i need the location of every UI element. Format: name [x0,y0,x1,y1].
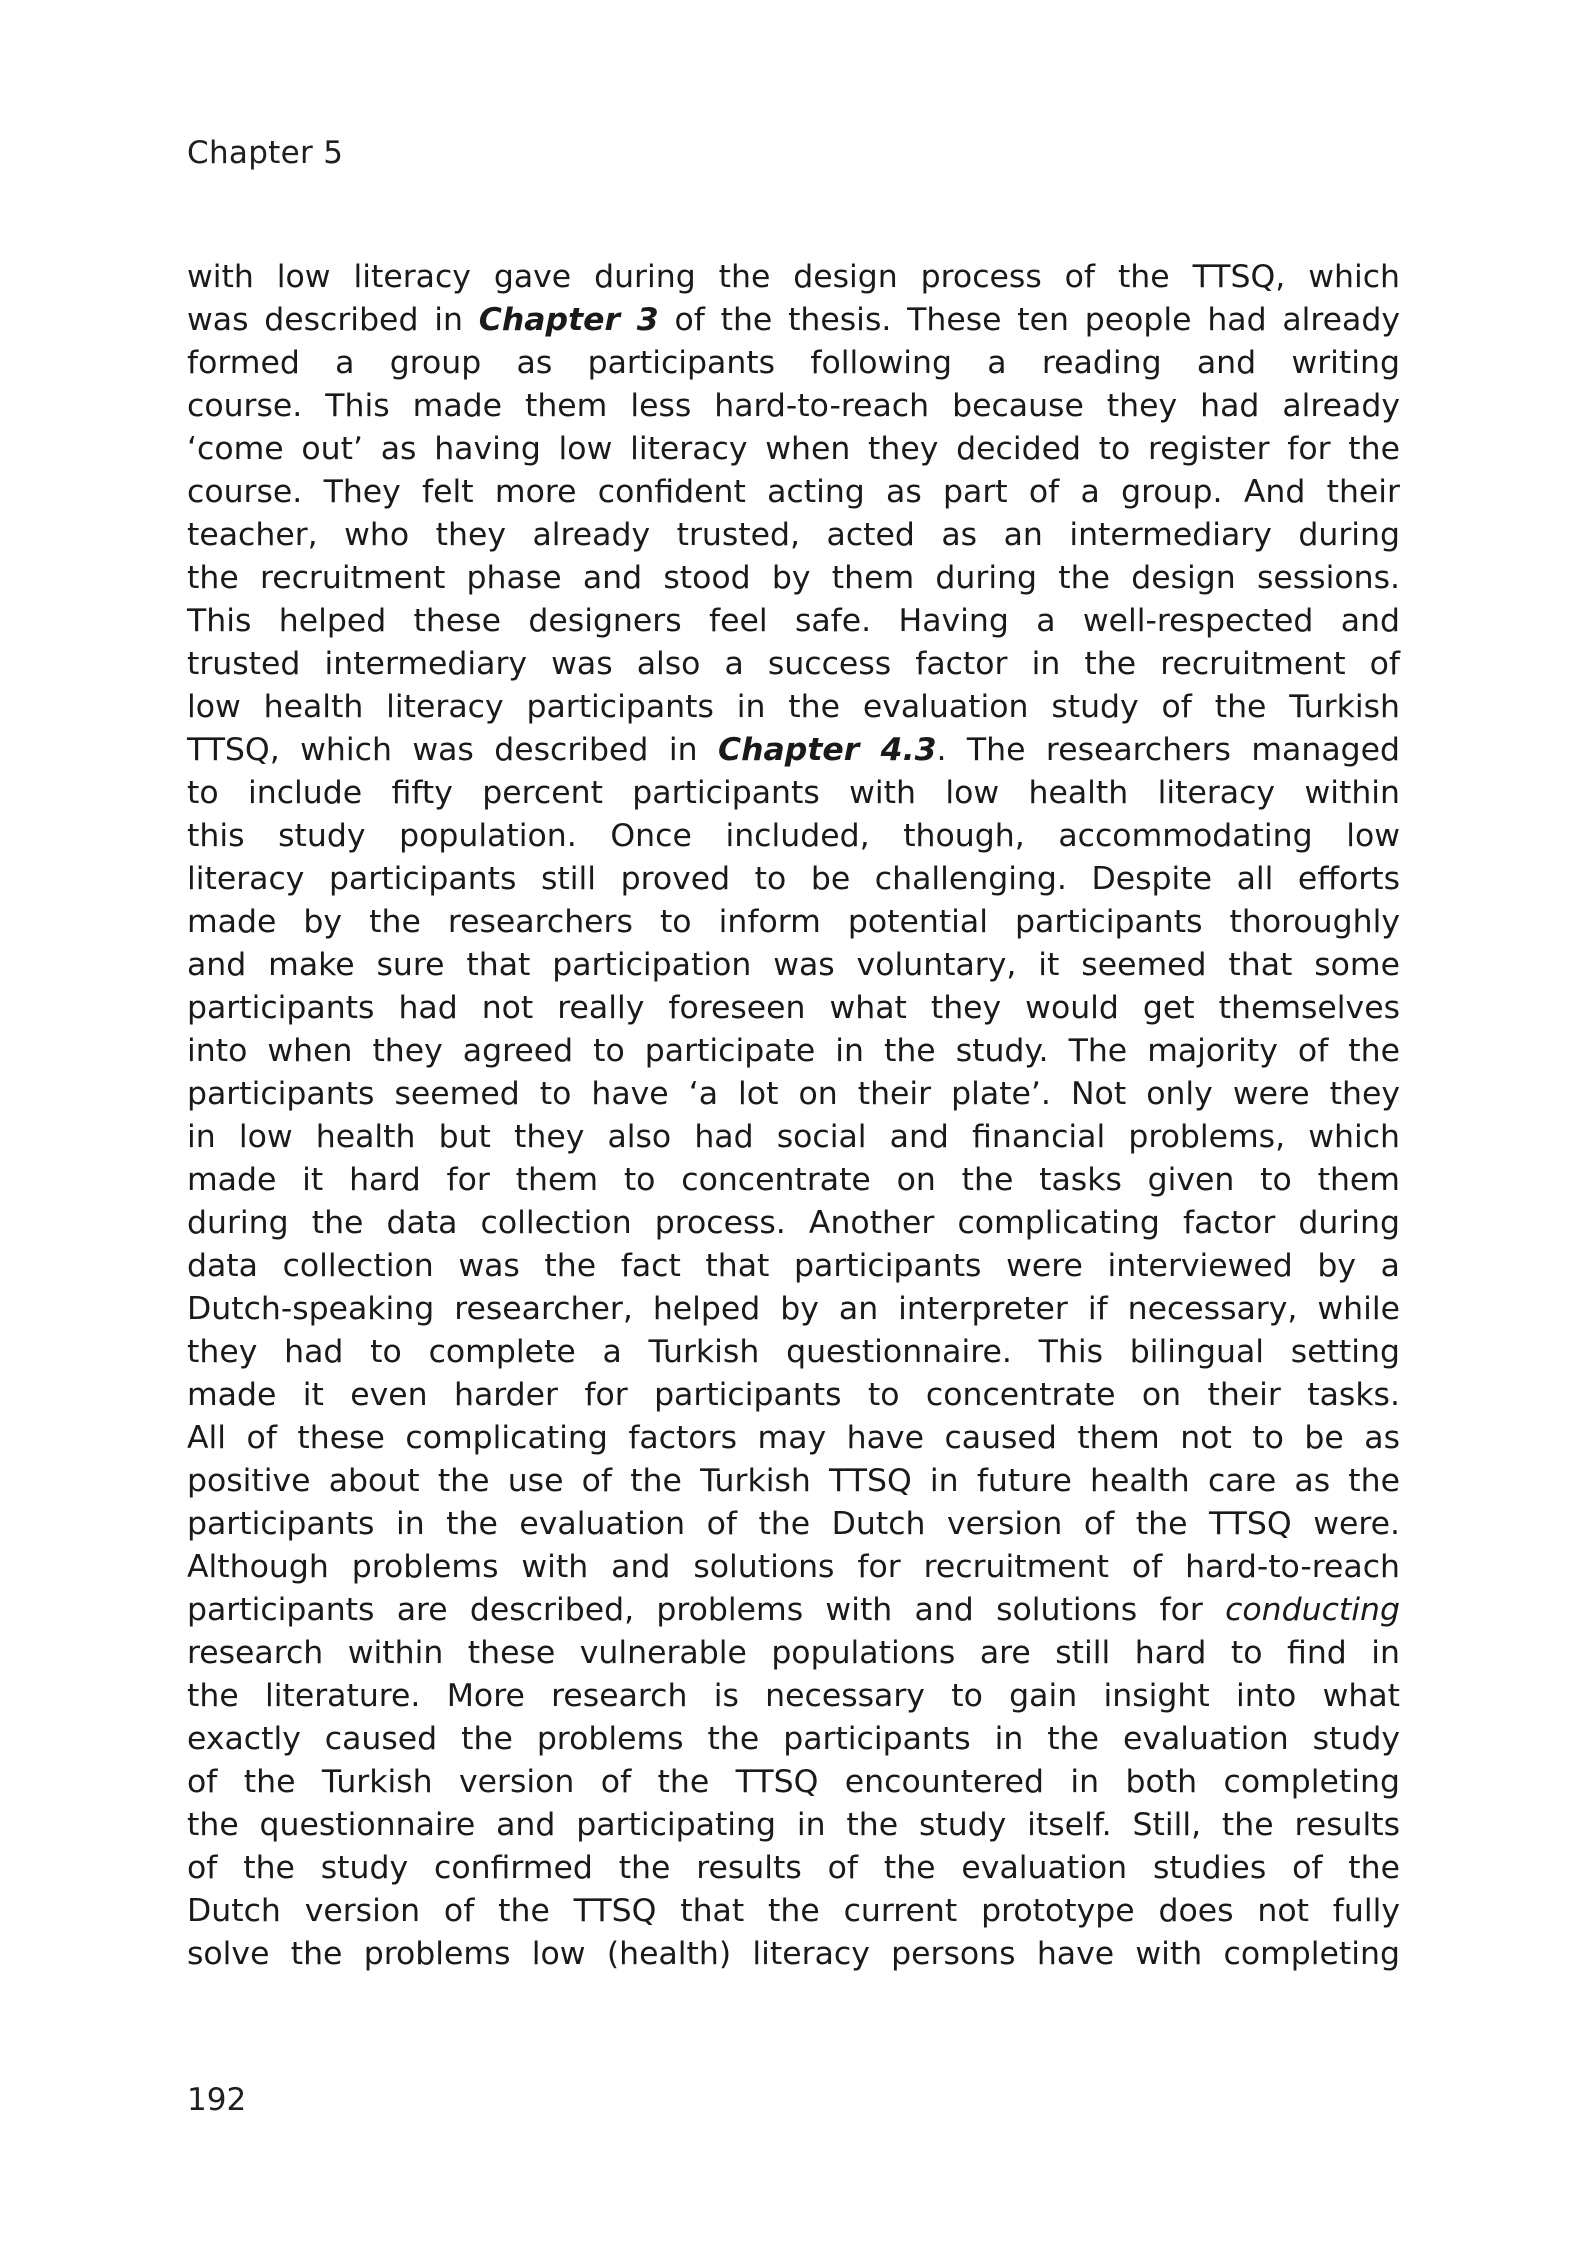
text-run: formed a group as participants following a reading and writing [187,345,1400,381]
text-line [187,1460,1400,1503]
text-run: the literature. More research is necessary to gain insight into what [187,1678,1400,1714]
text-line [187,428,1400,471]
text-run: was described in [187,302,479,338]
text-line [187,987,1400,1030]
text-run: they had to complete a Turkish questionnaire. This bilingual setting [187,1334,1400,1370]
text-run: participants had not really foreseen what they would get themselves [187,990,1400,1026]
text-run: the recruitment phase and stood by them during the design sessions. [187,560,1400,596]
text-run: of the thesis. These ten people had already [658,302,1400,338]
text-run: participants seemed to have ‘a lot on their plate’. Not only were they [187,1076,1400,1112]
text-line [187,1675,1400,1718]
text-run: to include fifty percent participants with low health literacy within [187,775,1400,811]
text-run: solve the problems low (health) literacy persons have with completing [187,1936,1400,1972]
text-run: course. They felt more confident acting as part of a group. And their [187,474,1400,510]
text-line [187,1632,1400,1675]
text-line [187,1245,1400,1288]
text-run: of the Turkish version of the TTSQ encountered in both completing [187,1764,1400,1800]
text-run: This helped these designers feel safe. Having a well-respected and [187,603,1400,639]
text-run: trusted intermediary was also a success factor in the recruitment of [187,646,1400,682]
text-run: exactly caused the problems the participants in the evaluation study [187,1721,1400,1757]
running-header-chapter: Chapter 5 [187,135,344,171]
text-run: course. This made them less hard-to-reach because they had already [187,388,1400,424]
text-run: made it hard for them to concentrate on the tasks given to them [187,1162,1400,1198]
text-line [187,1761,1400,1804]
text-run: All of these complicating factors may have caused them not to be as [187,1420,1400,1456]
body-paragraph [187,256,1400,1976]
text-line [187,944,1400,987]
text-line [187,299,1400,342]
text-line [187,1374,1400,1417]
text-run: . The researchers managed [936,732,1400,768]
text-line [187,1503,1400,1546]
text-run: made it even harder for participants to concentrate on their tasks. [187,1377,1400,1413]
text-run: research within these vulnerable populations are still hard to find in [187,1635,1400,1671]
text-line [187,1116,1400,1159]
text-line [187,729,1400,772]
text-line [187,471,1400,514]
text-line [187,1331,1400,1374]
text-line [187,1288,1400,1331]
text-line [187,1890,1400,1933]
text-line [187,1546,1400,1589]
text-line [187,1417,1400,1460]
text-line [187,1159,1400,1202]
text-run: ‘come out’ as having low literacy when they decided to register for the [187,431,1400,467]
text-line [187,643,1400,686]
text-run: of the study confirmed the results of the evaluation studies of the [187,1850,1400,1886]
text-line [187,1804,1400,1847]
text-run: Dutch version of the TTSQ that the current prototype does not fully [187,1893,1400,1929]
text-run: made by the researchers to inform potential participants thoroughly [187,904,1400,940]
text-line [187,815,1400,858]
text-line [187,1073,1400,1116]
text-line [187,256,1400,299]
text-line [187,1030,1400,1073]
page-number: 192 [187,2082,247,2118]
text-run: participants are described, problems with and solutions for [187,1592,1226,1628]
text-run: teacher, who they already trusted, acted as an intermediary during [187,517,1400,553]
text-line [187,1933,1400,1976]
text-line [187,1589,1400,1632]
text-line [187,772,1400,815]
text-line [187,1202,1400,1245]
text-run: and make sure that participation was voluntary, it seemed that some [187,947,1400,983]
text-line [187,1718,1400,1761]
text-line [187,557,1400,600]
text-line [187,858,1400,901]
text-run: literacy participants still proved to be challenging. Despite all efforts [187,861,1400,897]
text-line [187,385,1400,428]
chapter-reference: Chapter 4.3 [718,732,937,768]
text-line [187,600,1400,643]
text-run: into when they agreed to participate in the study. The majority of the [187,1033,1400,1069]
text-run: Although problems with and solutions for recruitment of hard-to-reach [187,1549,1400,1585]
text-run: low health literacy participants in the evaluation study of the Turkish [187,689,1400,725]
text-run: this study population. Once included, though, accommodating low [187,818,1400,854]
text-run: during the data collection process. Another complicating factor during [187,1205,1400,1241]
text-run: TTSQ, which was described in [187,732,718,768]
chapter-reference: Chapter 3 [478,302,659,338]
text-line [187,514,1400,557]
text-run: data collection was the fact that participants were interviewed by a [187,1248,1400,1284]
text-run: with low literacy gave during the design process of the TTSQ, which [187,259,1400,295]
text-run: Dutch-speaking researcher, helped by an interpreter if necessary, while [187,1291,1400,1327]
emphasized-text: conducting [1225,1592,1400,1628]
text-line [187,342,1400,385]
text-run: the questionnaire and participating in the study itself. Still, the results [187,1807,1400,1843]
text-line [187,901,1400,944]
text-run: positive about the use of the Turkish TTSQ in future health care as the [187,1463,1400,1499]
text-line [187,686,1400,729]
text-line [187,1847,1400,1890]
text-run: participants in the evaluation of the Dutch version of the TTSQ were. [187,1506,1400,1542]
text-run: in low health but they also had social and financial problems, which [187,1119,1400,1155]
